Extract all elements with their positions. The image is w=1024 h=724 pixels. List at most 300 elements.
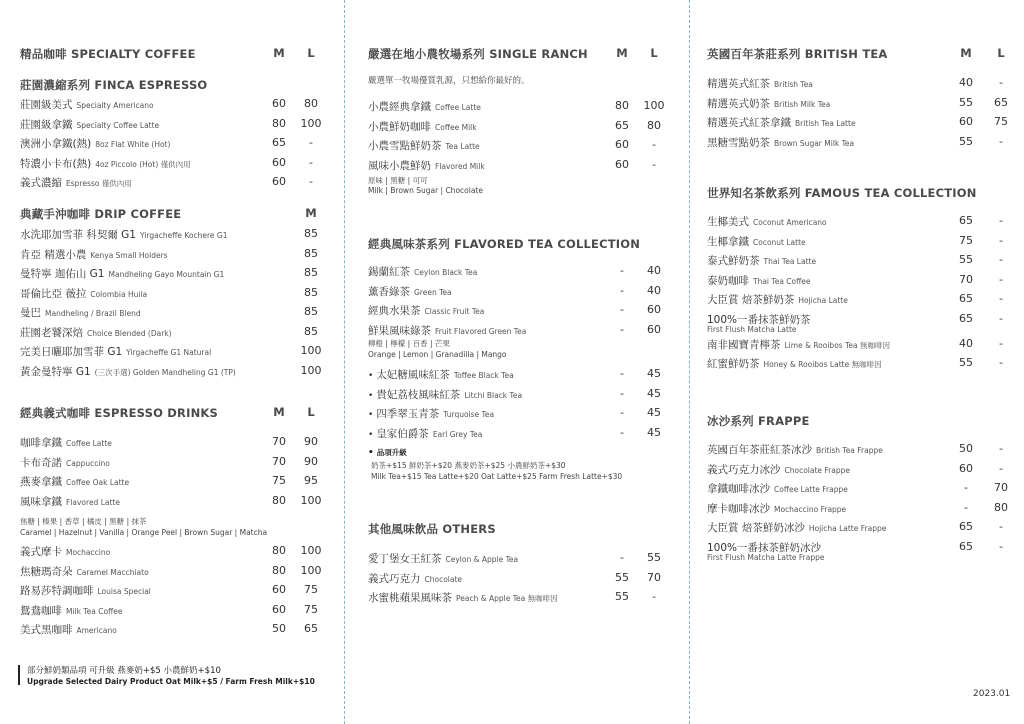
menu-item — [368, 387, 678, 407]
item-name-en: British Tea Latte — [795, 119, 856, 128]
item-name-zh: 莊園老饕深焙 — [20, 326, 83, 339]
bullet-icon: • — [368, 448, 374, 458]
item-name-zh: 皇家伯爵茶 — [376, 427, 429, 440]
item-name — [707, 292, 848, 307]
menu-item — [368, 99, 678, 119]
size-m-header: M — [273, 46, 285, 60]
item-name-en: Mochaccino Frappe — [774, 504, 847, 514]
menu-item — [707, 214, 1017, 234]
item-name-zh: 鴛鴦咖啡 — [20, 604, 62, 617]
item-name-zh: 小農雪點鮮奶茶 — [368, 140, 442, 152]
price-m: 85 — [304, 227, 318, 240]
menu-item — [707, 540, 1017, 565]
menu-item — [368, 264, 678, 284]
item-name-zh: 生椰拿鐵 — [707, 235, 749, 248]
item-name-en: Specialty Coffee Latte — [76, 120, 160, 130]
price-l: 65 — [304, 622, 318, 635]
menu-item-list — [368, 551, 678, 610]
item-name-zh: 大臣賞 焙茶鮮奶茶 — [707, 294, 795, 306]
item-name-zh: 義式濃縮 — [20, 177, 62, 189]
price-m: 75 — [272, 474, 286, 487]
price-m: 60 — [959, 461, 973, 475]
item-name-en: Earl Grey Tea — [432, 429, 483, 439]
price-m: 75 — [959, 233, 973, 247]
section-title: 經典義式咖啡 ESPRESSO DRINKS — [20, 406, 219, 420]
size-m-header: M — [960, 46, 972, 60]
item-name-en: British Milk Tea — [774, 99, 831, 109]
section-subtitle: 莊園濃縮系列 FINCA ESPRESSO — [20, 78, 208, 92]
item-name-en: Cappuccino — [66, 458, 110, 468]
item-name-zh: 黃金曼特寧 G1 — [20, 365, 91, 378]
price-m: 55 — [615, 570, 629, 584]
item-name-en: Coconut Latte — [753, 237, 806, 247]
price-l: - — [309, 136, 313, 149]
item-name-en: Americano — [76, 626, 117, 635]
price-m: 50 — [959, 442, 973, 455]
bullet-icon: • — [368, 390, 374, 401]
menu-item — [707, 501, 1017, 521]
section-title: 嚴選在地小農牧場系列 SINGLE RANCH — [368, 47, 588, 61]
item-name-zh: 美式黑咖啡 — [20, 624, 73, 636]
item-name-en: Turquoise Tea — [443, 410, 495, 419]
item-name — [368, 323, 526, 338]
price-m: 70 — [272, 435, 286, 448]
item-name-en: Classic Fruit Tea — [424, 307, 485, 316]
menu-item — [368, 138, 678, 158]
item-name — [20, 494, 120, 509]
item-name-zh: 100%一番抹茶鮮奶茶 — [707, 313, 811, 326]
flavor-options-zh: 原味 | 黑糖 | 可可 — [368, 176, 428, 185]
item-name-en: Specialty Americano — [76, 101, 154, 110]
price-m: - — [620, 264, 624, 277]
price-m: 80 — [272, 563, 286, 577]
item-name — [20, 544, 110, 559]
price-l: 40 — [647, 283, 661, 297]
item-name-en: Lime & Rooibos Tea 無咖啡因 — [784, 340, 890, 350]
menu-item — [707, 234, 1017, 254]
price-m: - — [620, 406, 624, 419]
item-name — [707, 462, 850, 477]
price-m: 60 — [272, 97, 286, 110]
price-m: 60 — [272, 155, 286, 169]
item-name — [368, 284, 452, 299]
menu-item — [20, 117, 330, 137]
item-name-en: Yirgacheffe G1 Natural — [126, 348, 212, 357]
item-name-en: Ceylon & Apple Tea — [445, 555, 519, 564]
item-name-zh: 小農經典拿鐵 — [368, 101, 431, 113]
price-m: 80 — [272, 493, 286, 507]
section-title: 英國百年茶莊系列 BRITISH TEA — [707, 47, 888, 61]
price-m: 65 — [615, 118, 629, 132]
price-l: 90 — [304, 454, 318, 468]
item-name-en: Coconut Americano — [753, 218, 827, 227]
price-m: 80 — [272, 544, 286, 557]
item-name-en: Coffee Latte — [435, 103, 481, 112]
item-name-en: First Flush Matcha Latte — [707, 324, 797, 334]
size-l-header: L — [307, 405, 315, 419]
flavor-options-zh: 焦糖 | 榛果 | 香草 | 橘皮 | 黑糖 | 抹茶 — [20, 517, 147, 526]
item-name — [20, 305, 141, 320]
menu-item — [368, 590, 678, 610]
menu-item — [20, 266, 330, 286]
menu-item — [707, 520, 1017, 540]
item-name-en: Mandheling Gayo Mountain G1 — [108, 270, 225, 279]
menu-item — [20, 156, 330, 176]
item-name-en: Hojicha Latte — [798, 296, 848, 305]
price-m: - — [620, 303, 624, 316]
price-m: 55 — [959, 134, 973, 148]
item-name — [707, 337, 890, 352]
menu-item — [20, 544, 330, 564]
price-l: 100 — [300, 544, 322, 557]
price-l: 90 — [304, 435, 318, 448]
item-name-zh: 太妃糖風味紅茶 — [376, 369, 450, 381]
item-name-zh: 紅蜜鮮奶茶 — [707, 358, 760, 370]
price-m: 50 — [272, 622, 286, 635]
price-m: 65 — [959, 520, 973, 533]
item-name-en: Coffee Oak Latte — [66, 478, 130, 487]
section-title: 世界知名茶飲系列 FAMOUS TEA COLLECTION — [707, 186, 977, 200]
item-name — [368, 551, 518, 566]
item-name-zh: 薰香綠茶 — [368, 285, 410, 298]
price-m: 55 — [959, 356, 973, 369]
menu-item — [20, 286, 330, 306]
item-name-en: Honey & Rooibos Latte 無咖啡因 — [763, 360, 882, 369]
item-name — [368, 426, 482, 441]
item-name-zh: 鮮果風味綠茶 — [368, 324, 431, 337]
item-name — [707, 96, 830, 111]
menu-item — [368, 367, 678, 387]
price-l: 60 — [647, 303, 661, 316]
price-m: 60 — [272, 175, 286, 188]
menu-item — [368, 303, 678, 323]
menu-item — [20, 474, 330, 494]
price-m: 65 — [959, 214, 973, 227]
menu-item — [20, 583, 330, 603]
price-m: 40 — [959, 336, 973, 350]
price-l: 45 — [647, 406, 661, 419]
item-name-en: Peach & Apple Tea 無咖啡因 — [456, 594, 558, 603]
menu-item-list — [20, 97, 330, 195]
item-name-zh: 水洗耶加雪菲 科契爾 G1 — [20, 229, 136, 241]
size-l-header: L — [307, 46, 315, 60]
item-name — [20, 266, 224, 281]
item-name-zh: 南非國寶青檸茶 — [707, 338, 781, 351]
menu-item — [368, 119, 678, 139]
price-m: 65 — [959, 311, 973, 325]
menu-item — [707, 253, 1017, 273]
section-title: 典藏手沖咖啡 DRIP COFFEE — [20, 207, 182, 221]
item-name-en: Ceylon Black Tea — [414, 268, 478, 277]
menu-item — [20, 325, 330, 345]
price-l: 60 — [647, 322, 661, 336]
price-l: 75 — [304, 583, 318, 596]
price-m: 80 — [272, 116, 286, 130]
item-name-en: Toffee Black Tea — [453, 371, 514, 380]
menu-item — [368, 571, 678, 591]
menu-item — [368, 426, 678, 446]
menu-item — [20, 435, 330, 455]
price-m: - — [964, 481, 968, 494]
price-l: - — [999, 539, 1003, 553]
price-m: - — [620, 322, 624, 336]
price-l: - — [652, 590, 656, 603]
item-name-zh: 卡布奇諾 — [20, 456, 62, 469]
item-name — [707, 135, 854, 150]
menu-item — [707, 292, 1017, 312]
item-name-zh: 莊園級拿鐵 — [20, 118, 73, 131]
menu-item — [707, 115, 1017, 135]
menu-item — [20, 305, 330, 325]
menu-item-list — [707, 442, 1017, 565]
item-name-en: British Tea Frappe — [816, 446, 883, 455]
item-name-zh: 哥倫比亞 薇拉 — [20, 287, 87, 300]
price-m: - — [620, 367, 624, 380]
menu-item-list — [707, 76, 1017, 154]
item-name-en: (三次手選) Golden Mandheling G1 (TP) — [94, 367, 236, 377]
price-m: 55 — [615, 590, 629, 603]
item-name-en: Chocolate Frappe — [784, 465, 850, 475]
menu-item-list — [707, 214, 1017, 376]
item-name-zh: 經典水果茶 — [368, 305, 421, 317]
menu-item — [20, 247, 330, 267]
menu-item — [368, 406, 678, 426]
item-name-en: Green Tea — [414, 287, 452, 297]
menu-item — [707, 312, 1017, 337]
price-l: - — [999, 336, 1003, 350]
item-name-en: Choice Blended (Dark) — [87, 328, 172, 338]
menu-item-list — [368, 264, 678, 342]
menu-item — [20, 622, 330, 642]
price-m: 100 — [300, 344, 322, 357]
item-name-zh: 完美日曬耶加雪菲 G1 — [20, 346, 123, 358]
item-name-zh: 精選英式奶茶 — [707, 97, 770, 110]
price-l: 70 — [994, 481, 1008, 494]
item-name — [707, 481, 848, 496]
item-name — [707, 442, 883, 457]
price-m: 60 — [272, 602, 286, 616]
bullet-icon: • — [368, 410, 374, 420]
item-name-en: Thai Tea Latte — [763, 257, 817, 266]
item-name — [20, 583, 151, 598]
price-m: 85 — [304, 246, 318, 260]
upgrade-title — [368, 447, 407, 459]
item-name-zh: 曼特寧 迦佑山 G1 — [20, 268, 105, 280]
menu-item — [20, 494, 330, 514]
price-m: 55 — [959, 95, 973, 109]
item-name-zh: 精選英式紅茶拿鐵 — [707, 117, 791, 129]
item-name-zh: 肯亞 精選小農 — [20, 248, 87, 261]
item-name — [368, 571, 462, 586]
size-m-header: M — [616, 46, 628, 60]
section-title: 其他風味飲品 OTHERS — [368, 522, 496, 536]
item-name-en: Caramel Macchiato — [76, 567, 149, 577]
item-name-en: Louisa Special — [97, 587, 151, 596]
menu-item-list — [368, 367, 678, 445]
price-m: 65 — [959, 292, 973, 305]
item-name — [707, 234, 806, 249]
price-l: 45 — [647, 425, 661, 439]
item-name-en: Flavored Latte — [66, 497, 120, 507]
item-name-en: Litchi Black Tea — [464, 390, 523, 400]
dairy-upgrade-note-en: Upgrade Selected Dairy Product Oat Milk+$5 / Farm Fresh Milk+$10 — [27, 677, 315, 686]
item-name-en: British Tea — [774, 80, 813, 89]
item-name-zh: 黑糖雪點奶茶 — [707, 136, 770, 149]
price-m: 100 — [300, 363, 322, 377]
item-name-en: Kenya Small Holders — [90, 250, 168, 260]
item-name-en: Chocolate — [424, 574, 463, 584]
item-name-zh: 義式巧克力 — [368, 572, 421, 585]
menu-item — [368, 551, 678, 571]
bullet-icon: • — [368, 371, 374, 381]
item-name-en: Mandheling / Brazil Blend — [45, 309, 141, 318]
item-name-zh: 莊園級美式 — [20, 99, 73, 111]
menu-item — [20, 364, 330, 384]
size-l-header: L — [650, 46, 658, 60]
price-l: - — [999, 461, 1003, 475]
item-name-zh: 大臣賞 焙茶鮮奶冰沙 — [707, 522, 805, 534]
price-l: 70 — [647, 570, 661, 584]
price-m: 70 — [959, 272, 973, 286]
price-m: - — [620, 551, 624, 564]
item-name-en: Thai Tea Coffee — [753, 276, 811, 286]
item-name-en: Coffee Latte Frappe — [774, 485, 848, 494]
section-title: 精品咖啡 SPECIALTY COFFEE — [20, 47, 196, 61]
menu-date: 2023.01 — [973, 689, 1011, 699]
item-name — [20, 227, 228, 242]
menu-item-list — [20, 544, 330, 642]
price-l: 80 — [647, 118, 661, 132]
item-name-en: Milk Tea Coffee — [66, 606, 123, 616]
item-name-zh: 錫蘭紅茶 — [368, 266, 410, 278]
price-m: 85 — [304, 305, 318, 318]
item-name — [707, 115, 856, 130]
menu-item — [707, 135, 1017, 155]
item-name — [20, 622, 117, 637]
item-name — [20, 435, 112, 450]
flavor-options-en: Caramel | Hazelnut | Vanilla | Orange Peel | Brown Sugar | Matcha — [20, 528, 268, 537]
price-m: - — [620, 283, 624, 297]
item-name-zh: 100%一番抹茶鮮奶冰沙 — [707, 541, 822, 554]
price-l: - — [999, 253, 1003, 266]
price-l: - — [999, 356, 1003, 369]
menu-item — [20, 344, 330, 364]
item-name-zh: 四季翠玉青茶 — [376, 408, 440, 420]
price-l: - — [999, 134, 1003, 148]
price-m: 85 — [304, 285, 318, 299]
item-name — [707, 520, 886, 535]
item-name-zh: 路易莎特調咖啡 — [20, 585, 94, 597]
price-l: - — [999, 214, 1003, 227]
menu-item — [707, 76, 1017, 96]
item-name-zh: 水蜜桃蘋果風味茶 — [368, 592, 452, 604]
flavor-options-en: Milk | Brown Sugar | Chocolate — [368, 186, 483, 195]
price-l: 80 — [304, 97, 318, 110]
item-name-en: Yirgacheffe Kochere G1 — [140, 231, 228, 240]
item-name — [20, 247, 168, 262]
item-name-zh: 義式巧克力冰沙 — [707, 463, 781, 476]
menu-item — [707, 462, 1017, 482]
price-l: - — [309, 155, 313, 169]
item-name-en: 8oz Flat White (Hot) — [95, 140, 171, 149]
footer-accent-bar — [18, 665, 20, 685]
menu-item-list — [20, 435, 330, 513]
item-name — [20, 286, 147, 301]
item-name-zh: 愛丁堡女王紅茶 — [368, 553, 442, 565]
item-name — [707, 214, 827, 229]
price-m: - — [964, 500, 968, 514]
item-name-en: First Flush Matcha Latte Frappe — [707, 552, 825, 562]
price-l: - — [999, 272, 1003, 286]
price-m: 85 — [304, 266, 318, 279]
item-name-zh: 焦糖瑪奇朵 — [20, 565, 73, 578]
menu-item — [368, 284, 678, 304]
item-name — [368, 590, 558, 605]
price-l: - — [999, 292, 1003, 305]
item-name-en: Hojicha Latte Frappe — [808, 524, 887, 533]
item-name — [368, 264, 477, 279]
price-m: 80 — [615, 99, 629, 112]
size-l-header: L — [997, 46, 1005, 60]
size-m-header: M — [273, 405, 285, 419]
price-l: 45 — [647, 367, 661, 380]
price-l: 65 — [994, 95, 1008, 109]
item-name — [368, 303, 484, 318]
section-title: 冰沙系列 FRAPPE — [707, 414, 810, 428]
item-name — [368, 406, 494, 421]
price-l: - — [999, 442, 1003, 455]
price-l: - — [652, 157, 656, 171]
item-name — [20, 117, 159, 132]
price-l: 75 — [994, 115, 1008, 128]
item-name-en: Brown Sugar Milk Tea — [774, 138, 855, 148]
item-name-zh: 小農鮮奶咖啡 — [368, 120, 431, 133]
item-name — [20, 455, 110, 470]
item-name-zh: 義式摩卡 — [20, 546, 62, 558]
item-name — [368, 138, 480, 153]
upgrade-prices-zh: 奶茶+$15 鮮奶茶+$20 燕麥奶茶+$25 小農鮮奶茶+$30 — [371, 461, 566, 470]
item-name — [368, 387, 522, 402]
item-name-zh: 拿鐵咖啡冰沙 — [707, 483, 770, 495]
item-name-zh: 英國百年茶莊紅茶冰沙 — [707, 444, 812, 456]
price-m: 60 — [272, 583, 286, 596]
item-name-zh: 曼巴 — [20, 307, 41, 319]
price-l: - — [999, 311, 1003, 325]
item-name-en: Tea Latte — [445, 142, 480, 151]
item-name-zh: 燕麥拿鐵 — [20, 476, 62, 488]
price-l: 40 — [647, 264, 661, 277]
item-name — [20, 156, 191, 171]
menu-item — [707, 442, 1017, 462]
item-name — [368, 99, 481, 114]
column-divider-1 — [344, 0, 345, 724]
price-l: - — [999, 520, 1003, 533]
dairy-upgrade-note-zh: 部分鮮奶類品項 可升級 燕麥奶+$5 小農鮮奶+$10 — [27, 666, 221, 676]
item-name — [368, 158, 485, 173]
price-m: 85 — [304, 324, 318, 338]
item-name-zh: 摩卡咖啡冰沙 — [707, 502, 770, 515]
item-name-en: Espresso 僅供內用 — [66, 179, 132, 188]
price-l: 80 — [994, 500, 1008, 514]
price-m: 70 — [272, 454, 286, 468]
size-m-header: M — [305, 206, 317, 220]
price-l: - — [999, 76, 1003, 89]
item-name-zh: 風味小農鮮奶 — [368, 159, 431, 172]
menu-item — [20, 455, 330, 475]
item-name-en: 4oz Piccolo (Hot) 僅供內用 — [95, 159, 191, 169]
column-divider-2 — [689, 0, 690, 724]
item-name — [20, 97, 154, 112]
